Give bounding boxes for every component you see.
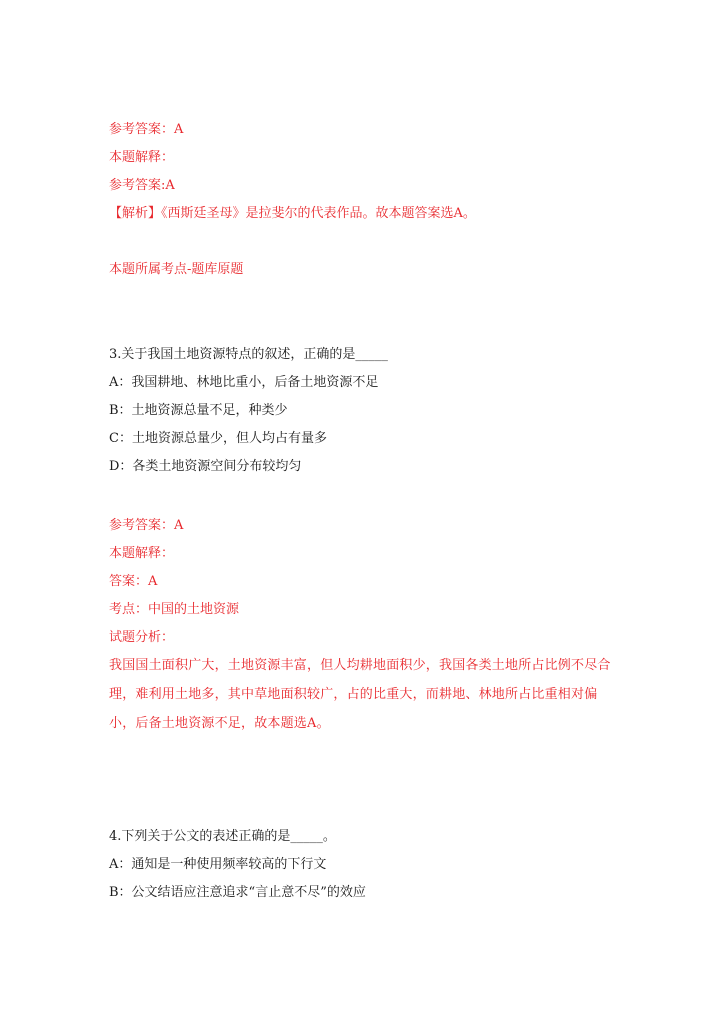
analysis-text: 【解析】《西斯廷圣母》是拉斐尔的代表作品。故本题答案选A。 [109,206,476,221]
reference-answer-alt: 参考答案:A [109,178,175,193]
question-4-stem: 4.下列关于公文的表述正确的是_____。 [109,829,336,844]
reference-answer: 参考答案：A [109,518,184,533]
explanation-label: 本题解释： [109,546,175,561]
question-3-option-c: C：土地资源总量少，但人均占有量多 [109,431,327,446]
question-4-option-b: B：公文结语应注意追求“言止意不尽”的效应 [109,885,366,900]
question-3-option-d: D：各类土地资源空间分布较均匀 [109,459,302,474]
question-source: 本题所属考点-题库原题 [109,262,244,277]
analysis-paragraph: 我国国土面积广大，土地资源丰富，但人均耕地面积少，我国各类土地所占比例不尽合理，难利用土地多，其中草地面积较广，占的比重大，而耕地、林地所占比重相对偏小，后备土地资源不足，故本题选A。 [109,658,611,731]
analysis-label: 试题分析： [109,630,175,645]
question-4-option-a: A：通知是一种使用频率较高的下行文 [109,857,327,872]
reference-answer: 参考答案：A [109,122,184,137]
knowledge-point: 考点：中国的土地资源 [109,602,240,617]
question-3-option-b: B：土地资源总量不足，种类少 [109,403,288,418]
answer-line: 答案：A [109,574,158,589]
question-3-option-a: A：我国耕地、林地比重小，后备土地资源不足 [109,375,379,390]
explanation-label: 本题解释： [109,150,175,165]
question-3-stem: 3.关于我国土地资源特点的叙述，正确的是_____ [109,347,388,362]
